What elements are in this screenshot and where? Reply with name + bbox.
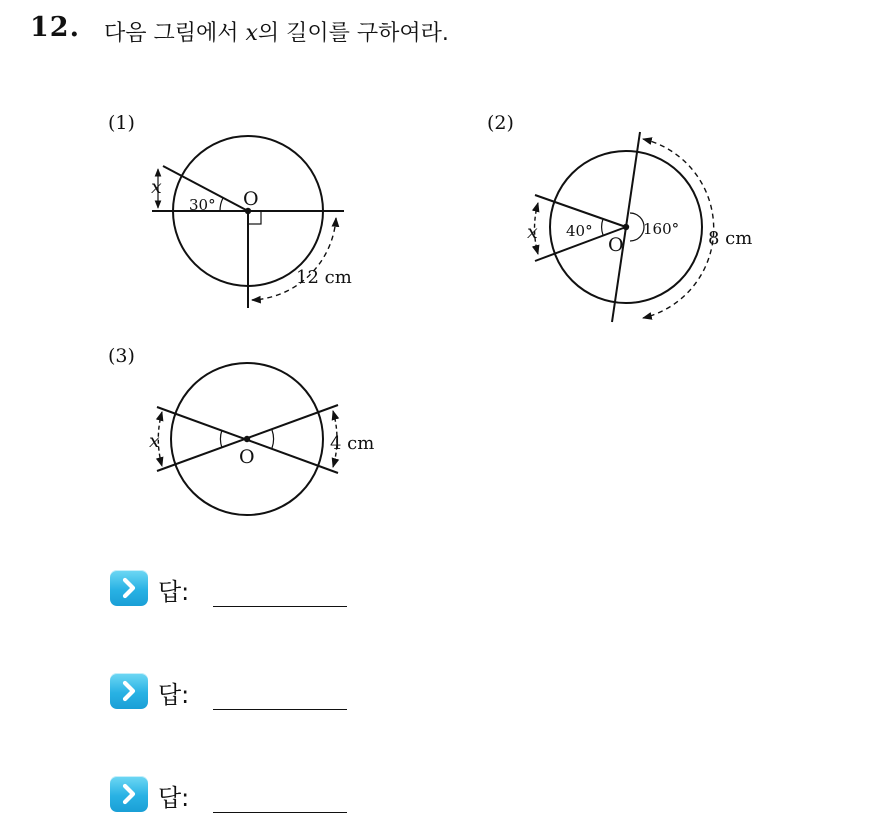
answer-row-3: [110, 776, 370, 816]
answer-label: 답:: [158, 784, 190, 812]
left-angle-arc: [220, 430, 222, 448]
arc-length-label: 8 cm: [708, 228, 753, 249]
large-angle-label: 160°: [643, 220, 680, 238]
center-label: O: [239, 446, 255, 468]
arc-length-label: 12 cm: [296, 267, 352, 288]
chevron-right-icon: [110, 570, 148, 606]
question-number: 12.: [30, 12, 80, 43]
figure-1-label: (1): [108, 112, 135, 134]
figure-2-label: (2): [487, 112, 514, 134]
figure-3-label: (3): [108, 345, 135, 367]
angle-label: 30°: [189, 196, 216, 214]
x-label: x: [149, 430, 160, 452]
answer-label: 답:: [158, 578, 190, 606]
arc-length-label: 4 cm: [330, 433, 375, 454]
x-label: x: [527, 221, 538, 243]
answer-blank[interactable]: [213, 606, 347, 607]
center-label: O: [608, 234, 624, 256]
chevron-right-icon: [110, 776, 148, 812]
question-text-after: 의 길이를 구하여라.: [257, 21, 449, 46]
question-text-before: 다음 그림에서: [104, 21, 246, 46]
answer-blank[interactable]: [213, 812, 347, 813]
right-angle-arc: [272, 430, 274, 448]
center-point: [244, 436, 250, 442]
answer-label: 답:: [158, 681, 190, 709]
x-label: x: [151, 176, 162, 198]
chevron-right-icon: [110, 673, 148, 709]
answer-row-2: [110, 673, 370, 713]
center-label: O: [243, 188, 259, 210]
answer-row-1: [110, 570, 370, 610]
question-variable: x: [245, 21, 258, 46]
small-angle-label: 40°: [566, 222, 593, 240]
answer-blank[interactable]: [213, 709, 347, 710]
